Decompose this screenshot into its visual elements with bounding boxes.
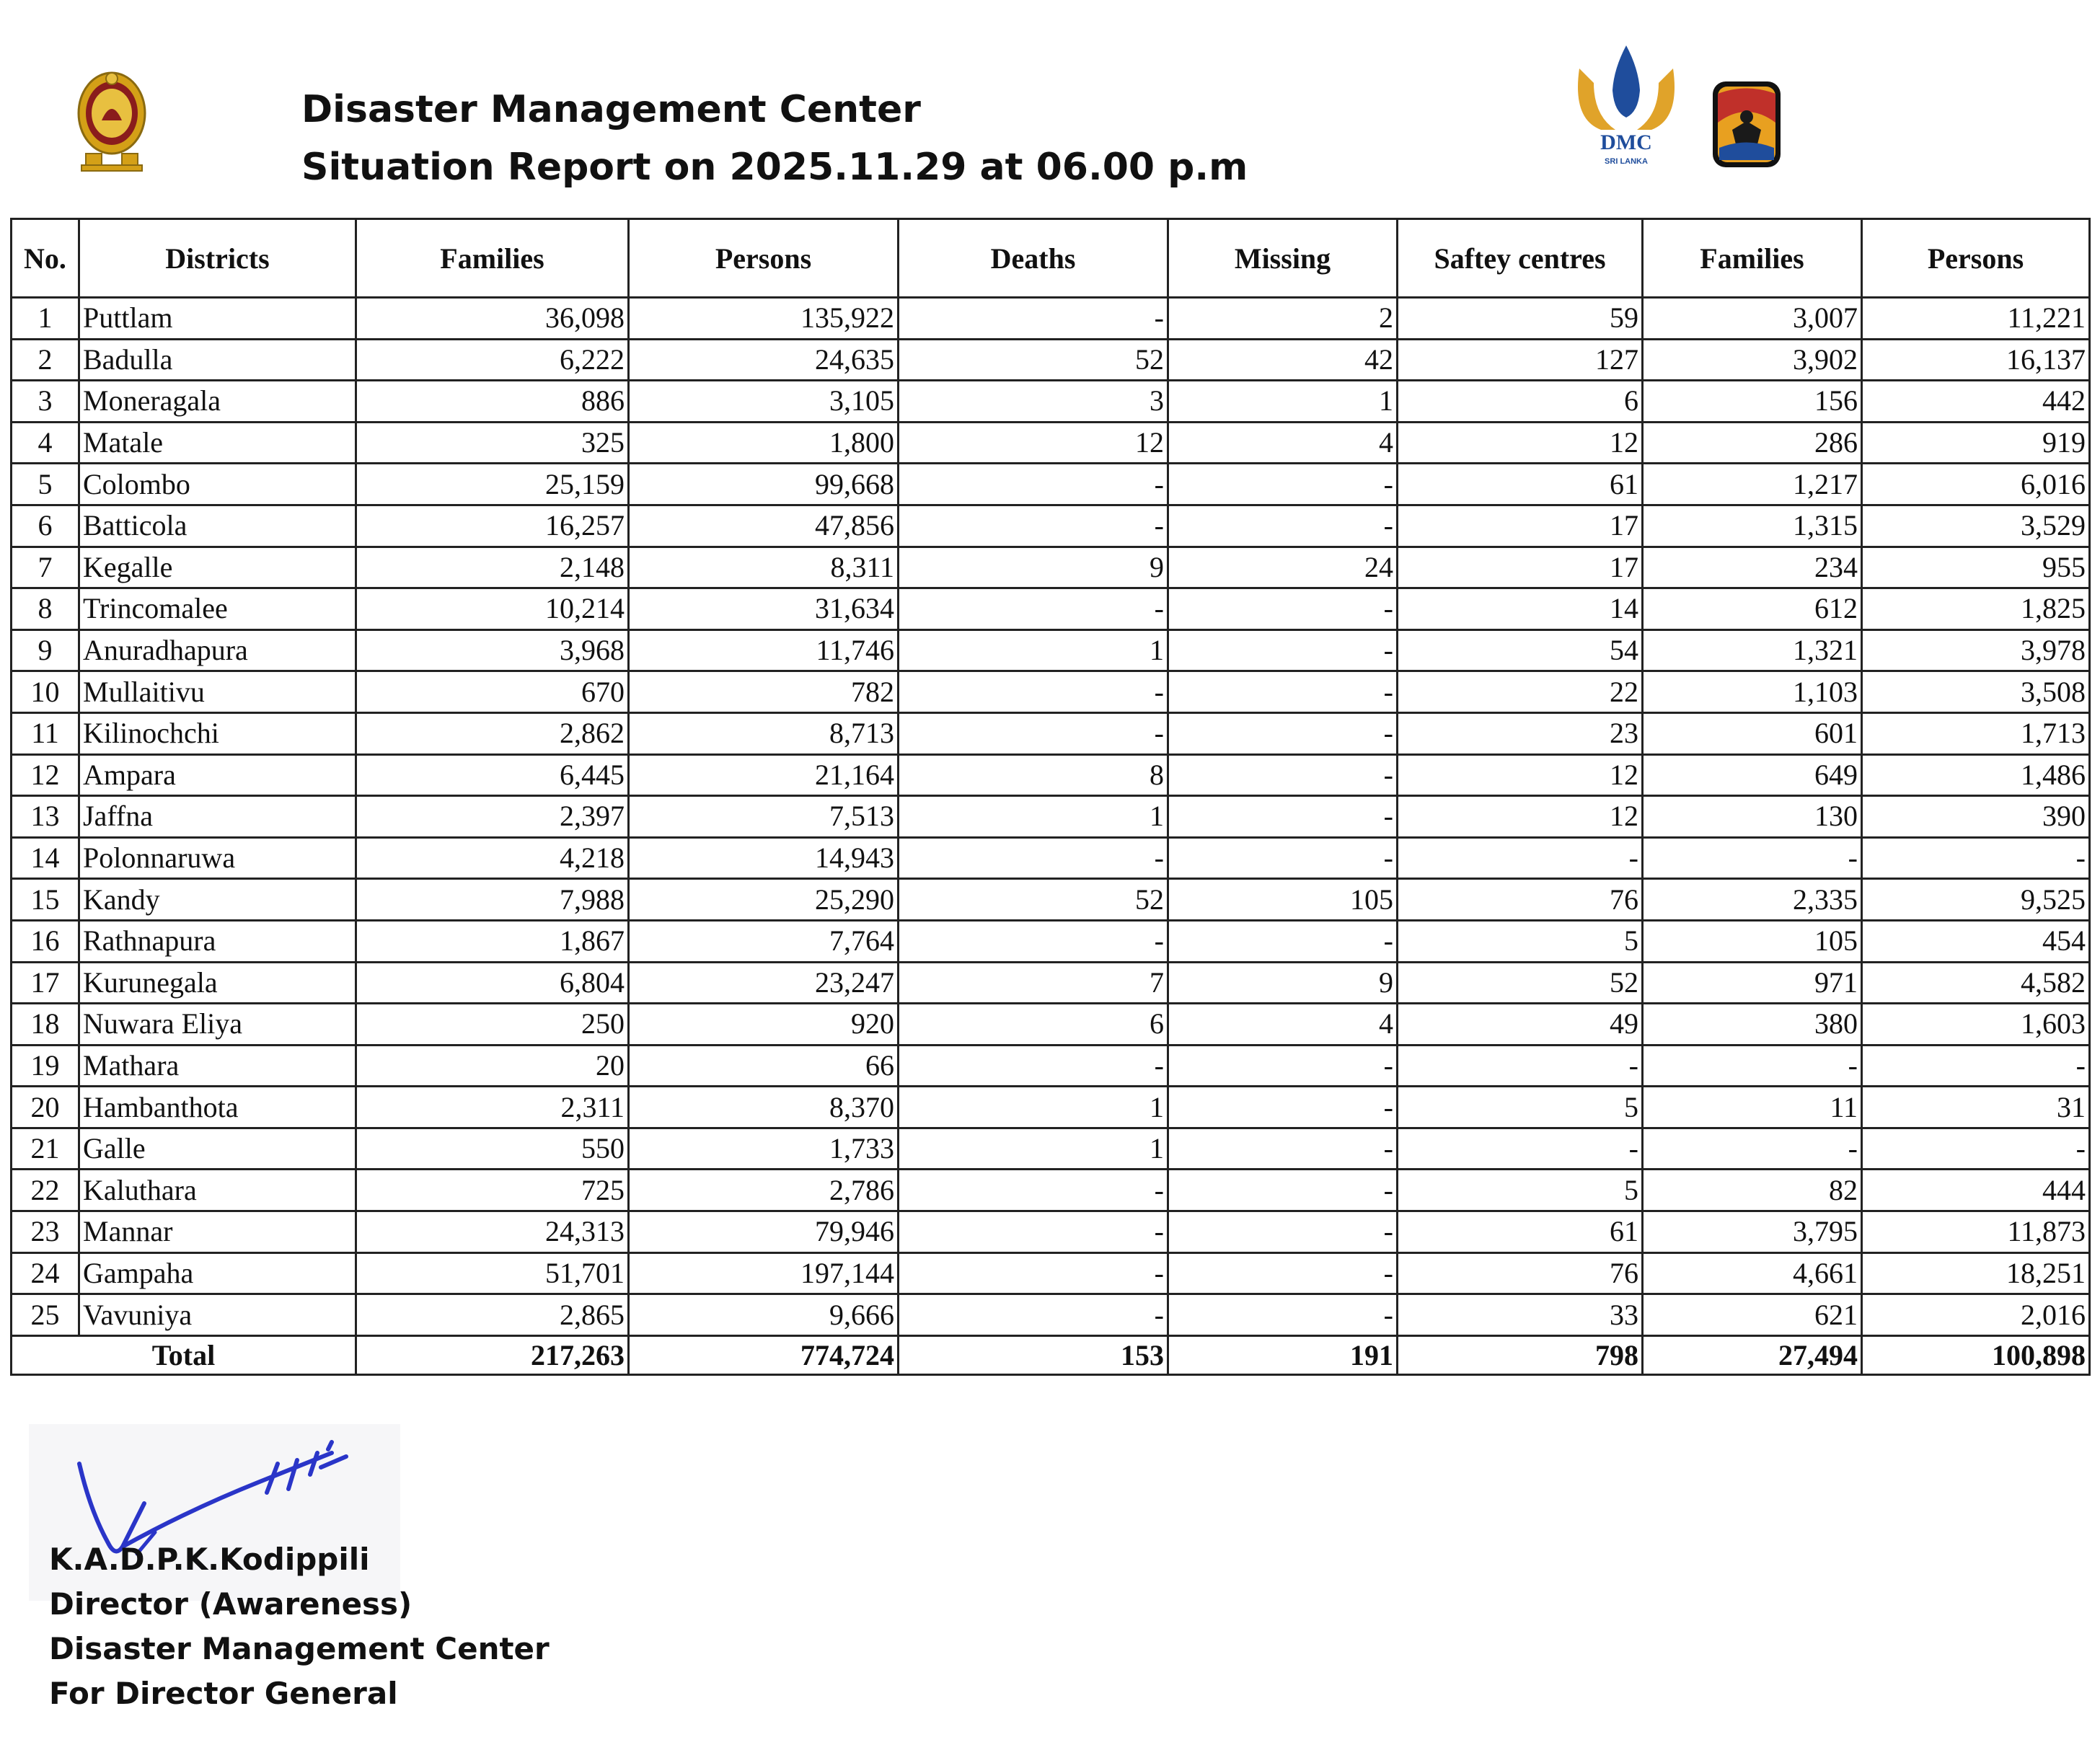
row-number-cell: 23 (12, 1211, 79, 1253)
row-number-cell: 10 (12, 671, 79, 713)
value-cell: 1,217 (1643, 464, 1862, 505)
district-cell: Jaffna (79, 796, 356, 838)
value-cell: 2,862 (356, 712, 629, 754)
value-cell: 3,105 (629, 381, 899, 423)
total-label: Total (12, 1336, 356, 1375)
value-cell: 135,922 (629, 298, 899, 340)
row-number-cell: 22 (12, 1170, 79, 1211)
table-row (12, 754, 2090, 796)
value-cell: 197,144 (629, 1252, 899, 1294)
table-row (12, 1004, 2090, 1046)
value-cell: 3,968 (356, 629, 629, 671)
row-number-cell: 12 (12, 754, 79, 796)
value-cell: 9 (1168, 962, 1398, 1004)
value-cell: 6,445 (356, 754, 629, 796)
row-number-cell: 11 (12, 712, 79, 754)
value-cell: 454 (1862, 920, 2090, 962)
district-cell: Matale (79, 422, 356, 464)
value-cell: 20 (356, 1045, 629, 1087)
row-number-cell: 7 (12, 547, 79, 588)
value-cell: 49 (1398, 1004, 1643, 1046)
value-cell: - (899, 1211, 1168, 1253)
value-cell: 3,795 (1643, 1211, 1862, 1253)
table-header-row (12, 219, 2090, 298)
dmc-logo-subtext: SRI LANKA (1605, 157, 1648, 166)
row-number-cell: 9 (12, 629, 79, 671)
value-cell: - (1168, 464, 1398, 505)
value-cell: 612 (1643, 588, 1862, 630)
value-cell: - (899, 464, 1168, 505)
page-title: Disaster Management Center (301, 88, 921, 131)
district-cell: Puttlam (79, 298, 356, 340)
value-cell: 31,634 (629, 588, 899, 630)
value-cell: 1,315 (1643, 505, 1862, 547)
value-cell: - (899, 588, 1168, 630)
value-cell: 6,222 (356, 339, 629, 381)
value-cell: - (899, 837, 1168, 879)
value-cell: 12 (899, 422, 1168, 464)
row-number-cell: 1 (12, 298, 79, 340)
value-cell: 2 (1168, 298, 1398, 340)
value-cell: 2,016 (1862, 1294, 2090, 1336)
total-cell: 798 (1398, 1336, 1643, 1375)
row-number-cell: 19 (12, 1045, 79, 1087)
value-cell: - (899, 671, 1168, 713)
value-cell: - (1168, 671, 1398, 713)
national-emblem-icon (76, 68, 148, 173)
value-cell: 782 (629, 671, 899, 713)
situation-report-table (10, 218, 2091, 1376)
table-row (12, 1128, 2090, 1170)
table-row (12, 920, 2090, 962)
value-cell: 971 (1643, 962, 1862, 1004)
value-cell: 1,713 (1862, 712, 2090, 754)
value-cell: - (1168, 1128, 1398, 1170)
value-cell: 3,529 (1862, 505, 2090, 547)
value-cell: 61 (1398, 464, 1643, 505)
total-cell: 27,494 (1643, 1336, 1862, 1375)
value-cell: 10,214 (356, 588, 629, 630)
district-cell: Galle (79, 1128, 356, 1170)
row-number-cell: 15 (12, 879, 79, 921)
value-cell: 9,666 (629, 1294, 899, 1336)
value-cell: 105 (1168, 879, 1398, 921)
value-cell: 9,525 (1862, 879, 2090, 921)
value-cell: 8,713 (629, 712, 899, 754)
signatory-on-behalf: For Director General (49, 1676, 398, 1711)
value-cell: 1,486 (1862, 754, 2090, 796)
table-row (12, 505, 2090, 547)
table-row (12, 547, 2090, 588)
district-cell: Vavuniya (79, 1294, 356, 1336)
value-cell: 2,148 (356, 547, 629, 588)
value-cell: 1,867 (356, 920, 629, 962)
value-cell: 12 (1398, 796, 1643, 838)
column-header: Persons (629, 219, 899, 298)
value-cell: 130 (1643, 796, 1862, 838)
value-cell: 670 (356, 671, 629, 713)
value-cell: - (1168, 629, 1398, 671)
value-cell: 14 (1398, 588, 1643, 630)
value-cell: 4,582 (1862, 962, 2090, 1004)
value-cell: 9 (899, 547, 1168, 588)
value-cell: 250 (356, 1004, 629, 1046)
value-cell: 3,978 (1862, 629, 2090, 671)
district-cell: Kilinochchi (79, 712, 356, 754)
value-cell: 1,103 (1643, 671, 1862, 713)
value-cell: 444 (1862, 1170, 2090, 1211)
row-number-cell: 8 (12, 588, 79, 630)
column-header: Districts (79, 219, 356, 298)
district-cell: Kaluthara (79, 1170, 356, 1211)
value-cell: 7,513 (629, 796, 899, 838)
row-number-cell: 3 (12, 381, 79, 423)
value-cell: - (1168, 1252, 1398, 1294)
value-cell: - (1398, 1128, 1643, 1170)
value-cell: 25,290 (629, 879, 899, 921)
value-cell: 4 (1168, 1004, 1398, 1046)
value-cell: 11,746 (629, 629, 899, 671)
value-cell: 11,873 (1862, 1211, 2090, 1253)
value-cell: 390 (1862, 796, 2090, 838)
value-cell: 1 (899, 1087, 1168, 1128)
value-cell: 955 (1862, 547, 2090, 588)
value-cell: 4,661 (1643, 1252, 1862, 1294)
row-number-cell: 2 (12, 339, 79, 381)
value-cell: - (1168, 837, 1398, 879)
value-cell: 380 (1643, 1004, 1862, 1046)
value-cell: 725 (356, 1170, 629, 1211)
value-cell: 42 (1168, 339, 1398, 381)
column-header: No. (12, 219, 79, 298)
district-cell: Kandy (79, 879, 356, 921)
table-row (12, 422, 2090, 464)
value-cell: 52 (899, 339, 1168, 381)
district-cell: Mullaitivu (79, 671, 356, 713)
total-row (12, 1336, 2090, 1375)
column-header: Deaths (899, 219, 1168, 298)
value-cell: 52 (1398, 962, 1643, 1004)
table-row (12, 796, 2090, 838)
district-cell: Polonnaruwa (79, 837, 356, 879)
district-cell: Hambanthota (79, 1087, 356, 1128)
value-cell: 8,370 (629, 1087, 899, 1128)
value-cell: 25,159 (356, 464, 629, 505)
value-cell: - (1398, 1045, 1643, 1087)
table-row (12, 629, 2090, 671)
value-cell: 22 (1398, 671, 1643, 713)
value-cell: - (1168, 712, 1398, 754)
value-cell: 1 (899, 629, 1168, 671)
value-cell: - (1168, 1045, 1398, 1087)
table-row (12, 837, 2090, 879)
row-number-cell: 6 (12, 505, 79, 547)
value-cell: - (1862, 1128, 2090, 1170)
value-cell: 2,865 (356, 1294, 629, 1336)
district-cell: Rathnapura (79, 920, 356, 962)
value-cell: 11,221 (1862, 298, 2090, 340)
value-cell: 649 (1643, 754, 1862, 796)
table-row (12, 1045, 2090, 1087)
value-cell: 12 (1398, 422, 1643, 464)
value-cell: - (899, 1252, 1168, 1294)
value-cell: - (1862, 837, 2090, 879)
row-number-cell: 24 (12, 1252, 79, 1294)
value-cell: 6,804 (356, 962, 629, 1004)
value-cell: 17 (1398, 547, 1643, 588)
value-cell: 99,668 (629, 464, 899, 505)
value-cell: 3,007 (1643, 298, 1862, 340)
value-cell: 12 (1398, 754, 1643, 796)
value-cell: 79,946 (629, 1211, 899, 1253)
value-cell: 1,733 (629, 1128, 899, 1170)
district-cell: Mathara (79, 1045, 356, 1087)
value-cell: 1,825 (1862, 588, 2090, 630)
value-cell: - (1168, 754, 1398, 796)
value-cell: 76 (1398, 879, 1643, 921)
row-number-cell: 16 (12, 920, 79, 962)
value-cell: 54 (1398, 629, 1643, 671)
value-cell: - (899, 1170, 1168, 1211)
value-cell: 1 (899, 796, 1168, 838)
value-cell: 621 (1643, 1294, 1862, 1336)
value-cell: - (899, 712, 1168, 754)
value-cell: - (1168, 1170, 1398, 1211)
value-cell: 6 (899, 1004, 1168, 1046)
value-cell: - (899, 1045, 1168, 1087)
value-cell: - (1168, 1087, 1398, 1128)
value-cell: - (1168, 1294, 1398, 1336)
district-cell: Kurunegala (79, 962, 356, 1004)
value-cell: 33 (1398, 1294, 1643, 1336)
district-cell: Kegalle (79, 547, 356, 588)
value-cell: 47,856 (629, 505, 899, 547)
value-cell: 4 (1168, 422, 1398, 464)
district-cell: Mannar (79, 1211, 356, 1253)
value-cell: 59 (1398, 298, 1643, 340)
district-cell: Badulla (79, 339, 356, 381)
value-cell: 31 (1862, 1087, 2090, 1128)
value-cell: 66 (629, 1045, 899, 1087)
table-row (12, 962, 2090, 1004)
value-cell: 919 (1862, 422, 2090, 464)
value-cell: 14,943 (629, 837, 899, 879)
value-cell: - (899, 298, 1168, 340)
ministry-badge-icon (1711, 79, 1783, 169)
value-cell: - (1168, 1211, 1398, 1253)
table-row (12, 712, 2090, 754)
total-cell: 774,724 (629, 1336, 899, 1375)
district-cell: Gampaha (79, 1252, 356, 1294)
table-row (12, 1211, 2090, 1253)
total-cell: 153 (899, 1336, 1168, 1375)
row-number-cell: 17 (12, 962, 79, 1004)
value-cell: - (1643, 1045, 1862, 1087)
value-cell: 3,902 (1643, 339, 1862, 381)
table-row (12, 339, 2090, 381)
value-cell: 5 (1398, 1170, 1643, 1211)
value-cell: 325 (356, 422, 629, 464)
district-cell: Batticola (79, 505, 356, 547)
value-cell: 127 (1398, 339, 1643, 381)
table-row (12, 588, 2090, 630)
row-number-cell: 5 (12, 464, 79, 505)
column-header: Persons (1862, 219, 2090, 298)
value-cell: - (1643, 1128, 1862, 1170)
value-cell: 1 (899, 1128, 1168, 1170)
value-cell: 1,800 (629, 422, 899, 464)
column-header: Families (1643, 219, 1862, 298)
value-cell: 23,247 (629, 962, 899, 1004)
value-cell: 17 (1398, 505, 1643, 547)
row-number-cell: 20 (12, 1087, 79, 1128)
value-cell: - (1398, 837, 1643, 879)
value-cell: 286 (1643, 422, 1862, 464)
table-row (12, 671, 2090, 713)
value-cell: 21,164 (629, 754, 899, 796)
district-cell: Colombo (79, 464, 356, 505)
table-row (12, 879, 2090, 921)
value-cell: 156 (1643, 381, 1862, 423)
value-cell: 550 (356, 1128, 629, 1170)
value-cell: 5 (1398, 920, 1643, 962)
value-cell: - (1168, 796, 1398, 838)
value-cell: 7,988 (356, 879, 629, 921)
signatory-name: K.A.D.P.K.Kodippili (49, 1542, 370, 1577)
value-cell: - (899, 920, 1168, 962)
table-row (12, 298, 2090, 340)
column-header: Families (356, 219, 629, 298)
table-row (12, 1170, 2090, 1211)
total-cell: 217,263 (356, 1336, 629, 1375)
value-cell: 4,218 (356, 837, 629, 879)
value-cell: - (1643, 837, 1862, 879)
value-cell: 920 (629, 1004, 899, 1046)
value-cell: 24,313 (356, 1211, 629, 1253)
value-cell: 61 (1398, 1211, 1643, 1253)
value-cell: 8 (899, 754, 1168, 796)
value-cell: 886 (356, 381, 629, 423)
value-cell: - (1862, 1045, 2090, 1087)
table-row (12, 1252, 2090, 1294)
value-cell: 1,603 (1862, 1004, 2090, 1046)
value-cell: 234 (1643, 547, 1862, 588)
value-cell: 18,251 (1862, 1252, 2090, 1294)
value-cell: 82 (1643, 1170, 1862, 1211)
value-cell: 1,321 (1643, 629, 1862, 671)
signatory-title: Director (Awareness) (49, 1586, 412, 1622)
dmc-logo-icon (1572, 40, 1680, 169)
value-cell: 7,764 (629, 920, 899, 962)
value-cell: 51,701 (356, 1252, 629, 1294)
value-cell: 24 (1168, 547, 1398, 588)
table-row (12, 1294, 2090, 1336)
value-cell: 442 (1862, 381, 2090, 423)
value-cell: 2,397 (356, 796, 629, 838)
column-header: Missing (1168, 219, 1398, 298)
district-cell: Nuwara Eliya (79, 1004, 356, 1046)
value-cell: 76 (1398, 1252, 1643, 1294)
value-cell: 16,137 (1862, 339, 2090, 381)
signatory-organization: Disaster Management Center (49, 1631, 550, 1666)
value-cell: 23 (1398, 712, 1643, 754)
row-number-cell: 25 (12, 1294, 79, 1336)
row-number-cell: 18 (12, 1004, 79, 1046)
value-cell: 5 (1398, 1087, 1643, 1128)
value-cell: 3,508 (1862, 671, 2090, 713)
value-cell: 3 (899, 381, 1168, 423)
table-row (12, 464, 2090, 505)
total-cell: 100,898 (1862, 1336, 2090, 1375)
value-cell: 6 (1398, 381, 1643, 423)
value-cell: 16,257 (356, 505, 629, 547)
value-cell: 105 (1643, 920, 1862, 962)
report-subtitle: Situation Report on 2025.11.29 at 06.00 p.m (301, 146, 1248, 189)
table-row (12, 1087, 2090, 1128)
row-number-cell: 13 (12, 796, 79, 838)
value-cell: 2,311 (356, 1087, 629, 1128)
district-cell: Anuradhapura (79, 629, 356, 671)
value-cell: 36,098 (356, 298, 629, 340)
value-cell: 601 (1643, 712, 1862, 754)
value-cell: - (899, 1294, 1168, 1336)
row-number-cell: 21 (12, 1128, 79, 1170)
value-cell: 2,786 (629, 1170, 899, 1211)
value-cell: 7 (899, 962, 1168, 1004)
value-cell: - (1168, 505, 1398, 547)
value-cell: - (1168, 920, 1398, 962)
district-cell: Ampara (79, 754, 356, 796)
row-number-cell: 4 (12, 422, 79, 464)
district-cell: Moneragala (79, 381, 356, 423)
value-cell: 11 (1643, 1087, 1862, 1128)
value-cell: 1 (1168, 381, 1398, 423)
table-row (12, 381, 2090, 423)
district-cell: Trincomalee (79, 588, 356, 630)
value-cell: - (1168, 588, 1398, 630)
value-cell: 8,311 (629, 547, 899, 588)
value-cell: 2,335 (1643, 879, 1862, 921)
dmc-logo-text: DMC (1600, 131, 1652, 154)
value-cell: - (899, 505, 1168, 547)
value-cell: 24,635 (629, 339, 899, 381)
row-number-cell: 14 (12, 837, 79, 879)
column-header: Saftey centres (1398, 219, 1643, 298)
value-cell: 6,016 (1862, 464, 2090, 505)
total-cell: 191 (1168, 1336, 1398, 1375)
value-cell: 52 (899, 879, 1168, 921)
